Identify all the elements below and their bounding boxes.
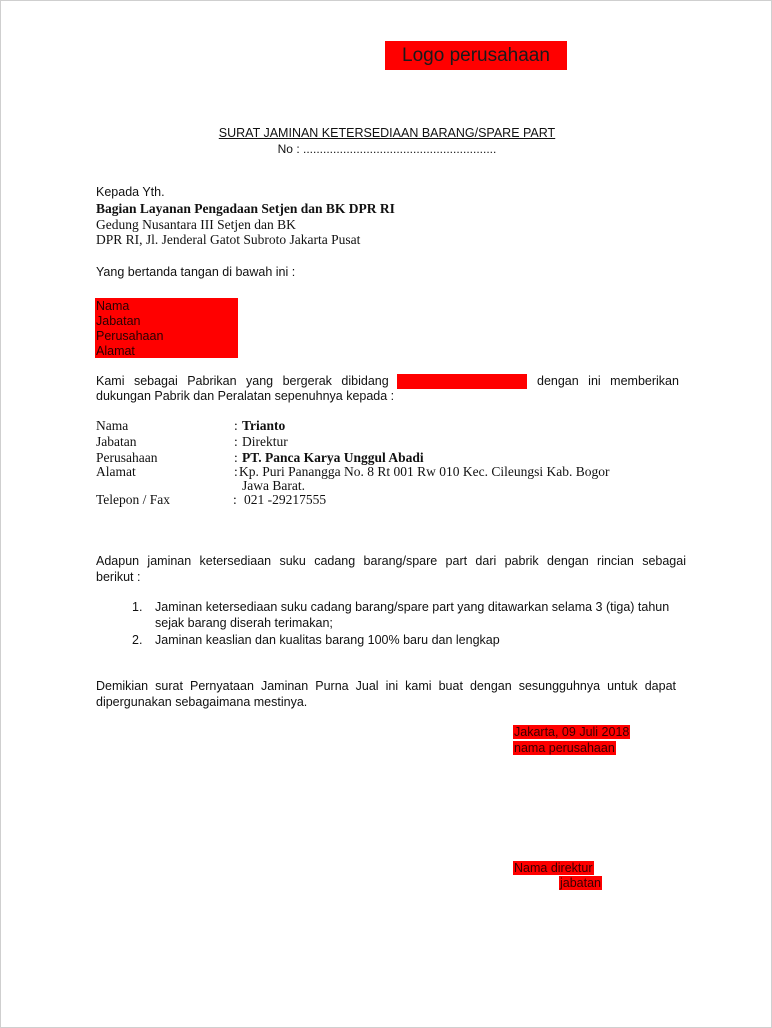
recipient-salutation: Kepada Yth.: [96, 185, 165, 199]
signer-field-name: Nama: [96, 299, 130, 313]
signature-company: nama perusahaan: [514, 741, 615, 755]
detail-sep-phone: :: [233, 492, 237, 507]
signature-director: Nama direktur: [514, 861, 593, 875]
list-item-2-line-1: Jaminan keaslian dan kualitas barang 100% baru dan lengkap: [155, 633, 500, 647]
letter-number: No : ..........................................................: [277, 142, 497, 156]
detail-value-name: Trianto: [242, 418, 286, 433]
detail-sep-company: :: [234, 450, 238, 465]
letter-title: SURAT JAMINAN KETERSEDIAAN BARANG/SPARE PART: [218, 126, 556, 140]
recipient-name: Bagian Layanan Pengadaan Setjen dan BK DPR RI: [96, 201, 395, 216]
signer-field-address: Alamat: [96, 344, 135, 358]
statement-part-1: Kami sebagai Pabrikan yang bergerak dibidang: [96, 374, 389, 388]
guarantee-intro-line-1: Adapun jaminan ketersediaan suku cadang barang/spare part dari pabrik dengan rincian sebagai: [96, 554, 686, 568]
signer-field-company: Perusahaan: [96, 329, 164, 343]
list-item-1-line-1: Jaminan ketersediaan suku cadang barang/spare part yang ditawarkan selama 3 (tiga) tahun: [155, 600, 670, 614]
detail-label-phone: Telepon / Fax: [96, 492, 171, 507]
signature-position: jabatan: [560, 876, 602, 890]
detail-label-company: Perusahaan: [96, 450, 158, 465]
signature-place-date: Jakarta, 09 Juli 2018: [514, 725, 630, 739]
company-logo-placeholder: Logo perusahaan: [385, 41, 567, 70]
detail-value-phone: 021 -29217555: [244, 492, 327, 507]
statement-line-2: dukungan Pabrik dan Peralatan sepenuhnya kepada :: [96, 389, 395, 403]
detail-sep-address: :: [234, 464, 238, 479]
detail-value-position: Direktur: [242, 434, 288, 449]
detail-sep-position: :: [234, 434, 238, 449]
signer-field-position: Jabatan: [96, 314, 141, 328]
statement-part-2: dengan ini memberikan: [537, 374, 679, 388]
detail-sep-name: :: [234, 418, 238, 433]
closing-line-2: dipergunakan sebagaimana mestinya.: [96, 695, 308, 709]
detail-label-address: Alamat: [96, 464, 136, 479]
detail-label-position: Jabatan: [96, 434, 137, 449]
detail-value-address: Kp. Puri Panangga No. 8 Rt 001 Rw 010 Kec. Cileungsi Kab. Bogor: [239, 464, 610, 479]
intro-text: Yang bertanda tangan di bawah ini :: [96, 265, 296, 279]
guarantee-intro-line-2: berikut :: [96, 570, 141, 584]
detail-label-name: Nama: [96, 418, 129, 433]
list-item-1-line-2: sejak barang diserah terimakan;: [155, 616, 333, 630]
recipient-address-2: DPR RI, Jl. Jenderal Gatot Subroto Jakarta Pusat: [96, 232, 361, 247]
list-number-1: 1.: [132, 600, 143, 614]
list-number-2: 2.: [132, 633, 143, 647]
detail-value-address-2: Jawa Barat.: [242, 478, 305, 493]
closing-line-1: Demikian surat Pernyataan Jaminan Purna Jual ini kami buat dengan sesungguhnya untuk dapat: [96, 679, 676, 693]
detail-value-company: PT. Panca Karya Unggul Abadi: [242, 450, 424, 465]
field-redaction: [397, 374, 527, 389]
recipient-address-1: Gedung Nusantara III Setjen dan BK: [96, 217, 296, 232]
